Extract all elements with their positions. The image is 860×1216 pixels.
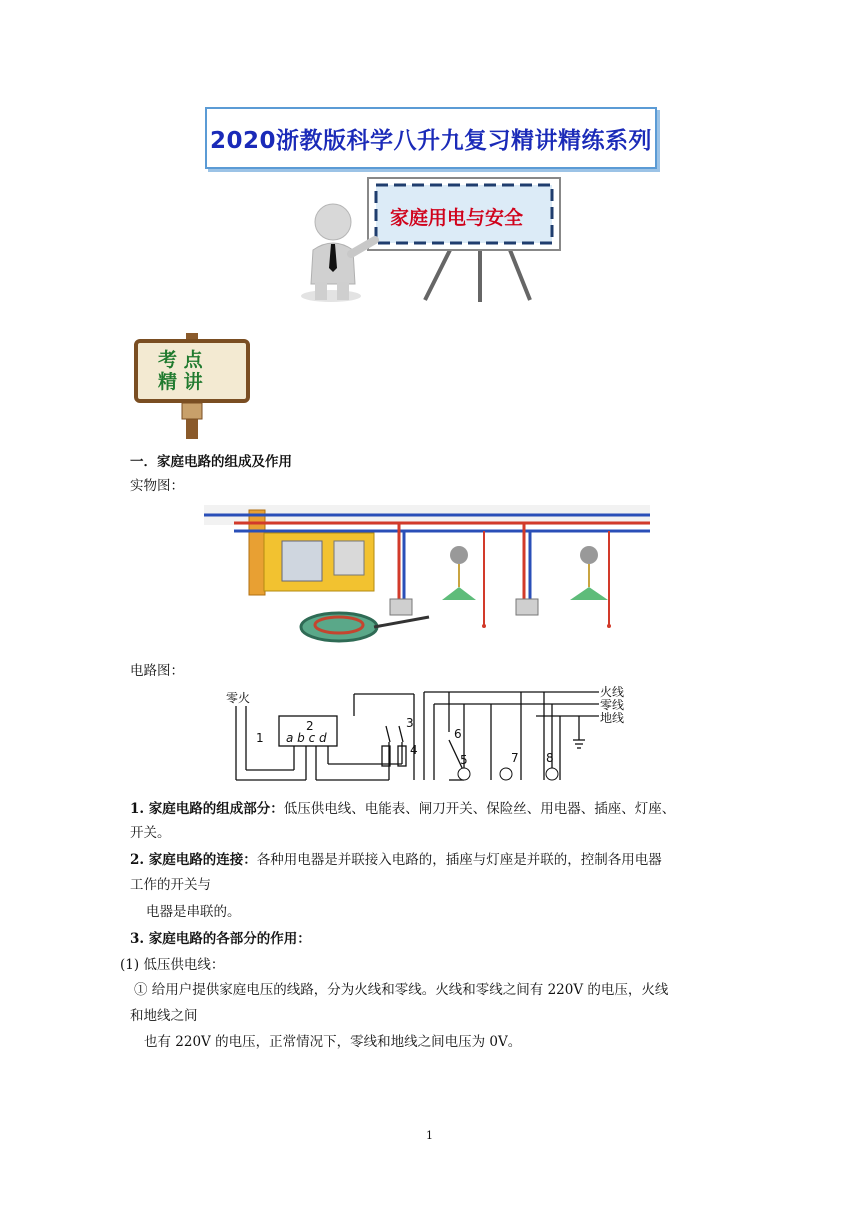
page-number: 1 [426, 1129, 433, 1142]
label-n3: 3 [406, 716, 414, 730]
presenter-illustration [295, 172, 570, 307]
section-heading: 一．家庭电路的组成及作用 [130, 454, 292, 470]
label-n4: 4 [410, 743, 418, 757]
sign-line-2: 精 讲 [158, 371, 203, 393]
point-2 [130, 850, 662, 870]
label-neutral-live: 零火 [226, 691, 251, 705]
label-n6: 6 [454, 727, 462, 741]
point-3-title: 3. 家庭电路的各部分的作用： [130, 931, 311, 947]
sub-1-item: ① 给用户提供家庭电压的线路，分为火线和零线。火线和零线之间有 220V 的电压，火线 [134, 982, 669, 998]
point-2-text: 各种用电器是并联接入电路的，插座与灯座是并联的，控制各用电器 [256, 852, 662, 868]
sub-1-cont2: 也有 220V 的电压，正常情况下，零线和地线之间电压为 0V。 [144, 1034, 522, 1050]
point-2-cont: 工作的开关与 [130, 877, 211, 893]
photo-label: 实物图： [130, 478, 184, 494]
series-title-box [205, 107, 657, 169]
circuit-label: 电路图： [130, 663, 184, 679]
label-n1: 1 [256, 731, 264, 745]
label-ground-line: 地线 [600, 711, 625, 725]
point-2-title: 2. 家庭电路的连接： [130, 852, 257, 868]
sub-1-cont: 和地线之间 [130, 1008, 198, 1024]
label-fire-line: 火线 [600, 685, 625, 699]
label-abcd: a b c d [286, 731, 327, 745]
circuit-diagram [224, 682, 636, 788]
sub-1-title: (1) 低压供电线： [120, 957, 225, 973]
point-2-cont2: 电器是串联的。 [146, 904, 241, 920]
sign-line-1: 考 点 [158, 349, 203, 371]
series-title: 2020浙教版科学八升九复习精讲精练系列 [209, 127, 652, 154]
label-n5: 5 [460, 753, 468, 767]
label-n7: 7 [511, 751, 519, 765]
label-n2: 2 [306, 719, 314, 733]
label-zero-line: 零线 [600, 698, 625, 712]
label-n8: 8 [546, 751, 554, 765]
wiring-photo [204, 505, 650, 650]
board-title: 家庭用电与安全 [390, 207, 524, 229]
point-1-cont: 开关。 [130, 825, 171, 841]
point-1-text: 低压供电线、电能表、闸刀开关、保险丝、用电器、插座、灯座、 [283, 801, 676, 817]
point-1 [130, 799, 675, 819]
point-1-title: 1. 家庭电路的组成部分： [130, 801, 284, 817]
